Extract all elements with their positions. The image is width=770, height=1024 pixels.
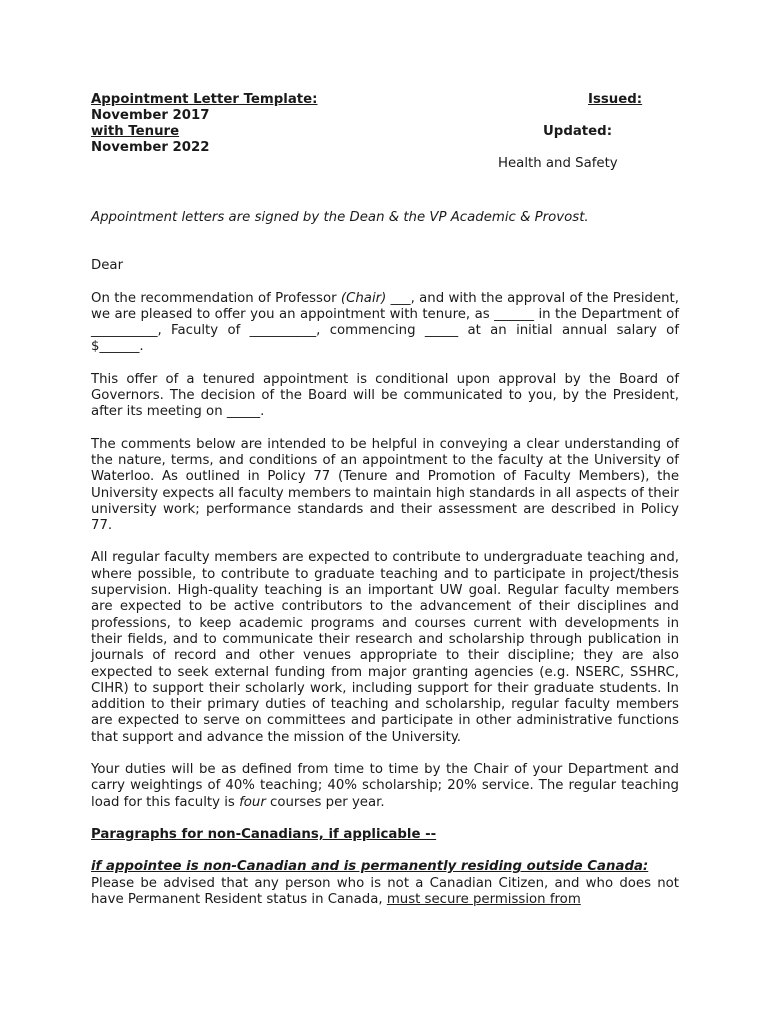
paragraph-expectations: All regular faculty members are expected to contribute to undergraduate teaching and, where possible, to contribute to graduate teaching and to participate in project/thesis supervision. High-quality teaching is an important UW goal. Regular faculty members are expected to be active contributors to the advancement of their disciplines and professions, to keep academic programs and courses current with developments in their fields, and to communicate their research and scholarship through publication in journals of record and other venues appropriate to their discipline; they are also expected to seek external funding from major granting agencies (e.g. NSERC, SSHRC, CIHR) to support their scholarly work, including support for their graduate students. In addition to their primary duties of teaching and scholarship, regular faculty members are expected to serve on committees and participate in other administrative functions that support and advance the mission of the University. bbox=[91, 550, 679, 745]
section-heading-non-canadians: Paragraphs for non-Canadians, if applicable -- bbox=[91, 826, 437, 842]
letter-header bbox=[91, 92, 679, 184]
p6-text-a: Please be advised that any person who is not a Canadian Citizen, and who does not have Permanent Resident status in Canada, bbox=[91, 875, 679, 907]
p5-text-a: Your duties will be as defined from time to time by the Chair of your Department and carry weightings of 40% teaching; 40% scholarship; 20% service. The regular teaching load for this faculty is bbox=[91, 762, 679, 810]
document-page bbox=[91, 92, 679, 908]
template-title: Appointment Letter Template: bbox=[91, 92, 318, 107]
issued-date: November 2017 bbox=[91, 108, 210, 123]
paragraph-duties bbox=[91, 762, 679, 811]
p6-underlined: must secure permission from bbox=[386, 891, 581, 907]
paragraph-board-approval: This offer of a tenured appointment is conditional upon approval by the Board of Governors. The decision of the Board will be communicated to you, by the President, after its meeting on _____. bbox=[91, 371, 679, 420]
header-left bbox=[91, 92, 318, 156]
update-note: Health and Safety bbox=[498, 156, 618, 171]
subsection-heading: if appointee is non-Canadian and is permanently residing outside Canada: bbox=[91, 859, 649, 875]
paragraph-permission bbox=[91, 876, 679, 909]
p1-chair: (Chair) bbox=[340, 290, 387, 306]
paragraph-policy-77: The comments below are intended to be helpful in conveying a clear understanding of the nature, terms, and conditions of an appointment to the faculty at the University of Waterloo. As outlined in Policy 77 (Tenure and Promotion of Faculty Members), the University expects all faculty members to maintain high standards in all aspects of their university work; performance standards and their assessment are described in Policy 77. bbox=[91, 436, 679, 534]
p5-four: four bbox=[239, 794, 266, 810]
template-subtitle: with Tenure bbox=[91, 124, 180, 139]
p1-text-a: On the recommendation of Professor bbox=[91, 290, 341, 306]
updated-date: November 2022 bbox=[91, 140, 210, 155]
salutation: Dear bbox=[91, 258, 124, 274]
p1-text-b: ___, and with the approval of the President, we are pleased to offer you an appointment with tenure, as ______ in the Department of __________, Faculty of __________, commencing _____ at an initial annual salary of $______. bbox=[91, 290, 679, 355]
updated-label: Updated: bbox=[543, 124, 613, 139]
p5-text-b: courses per year. bbox=[265, 794, 385, 810]
intro-note: Appointment letters are signed by the Dean & the VP Academic & Provost. bbox=[91, 210, 589, 225]
paragraph-offer bbox=[91, 291, 679, 356]
issued-label: Issued: bbox=[588, 92, 643, 107]
